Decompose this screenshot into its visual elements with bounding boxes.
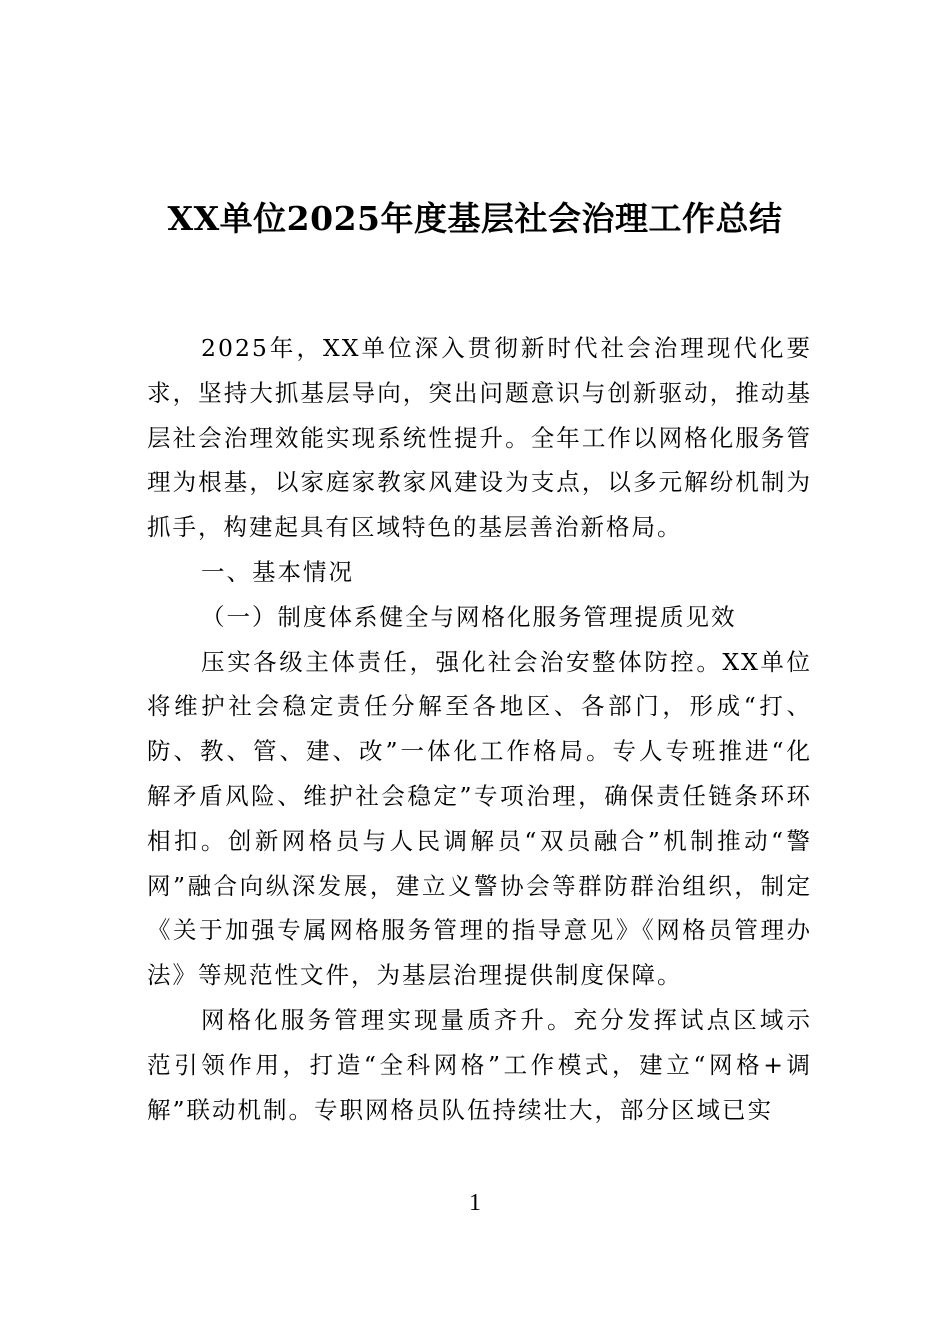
document-title: XX单位2025年度基层社会治理工作总结 [167, 199, 783, 238]
section-heading: 一、基本情况 [201, 557, 355, 586]
document-body [147, 326, 812, 1132]
body-paragraph-grid-management: 网格化服务管理实现量质齐升。充分发挥试点区域示范引领作用，打造“全科网格”工作模式，建立“网格+调解”联动机制。专职网格员队伍持续壮大，部分区域已实 [147, 1005, 812, 1124]
page-number: 1 [469, 1190, 481, 1216]
subsection-heading: （一）制度体系健全与网格化服务管理提质见效 [201, 602, 737, 631]
body-paragraph-responsibility: 压实各级主体责任，强化社会治安整体防控。XX单位将维护社会稳定责任分解至各地区、各部门，形成“打、防、教、管、建、改”一体化工作格局。专人专班推进“化解矛盾风险、维护社会稳定”专项治理，确保责任链条环环相扣。创新网格员与人民调解员“双员融合”机制推动“警网”融合向纵深发展，建立义警协会等群防群治组织，制定《关于加强专属网格服务管理的指导意见》《网格员管理办法》等规范性文件，为基层治理提供制度保障。 [147, 647, 812, 990]
intro-paragraph: 2025年，XX单位深入贯彻新时代社会治理现代化要求，坚持大抓基层导向，突出问题意识与创新驱动，推动基层社会治理效能实现系统性提升。全年工作以网格化服务管理为根基，以家庭家教家风建设为支点，以多元解纷机制为抓手，构建起具有区域特色的基层善治新格局。 [147, 334, 812, 542]
